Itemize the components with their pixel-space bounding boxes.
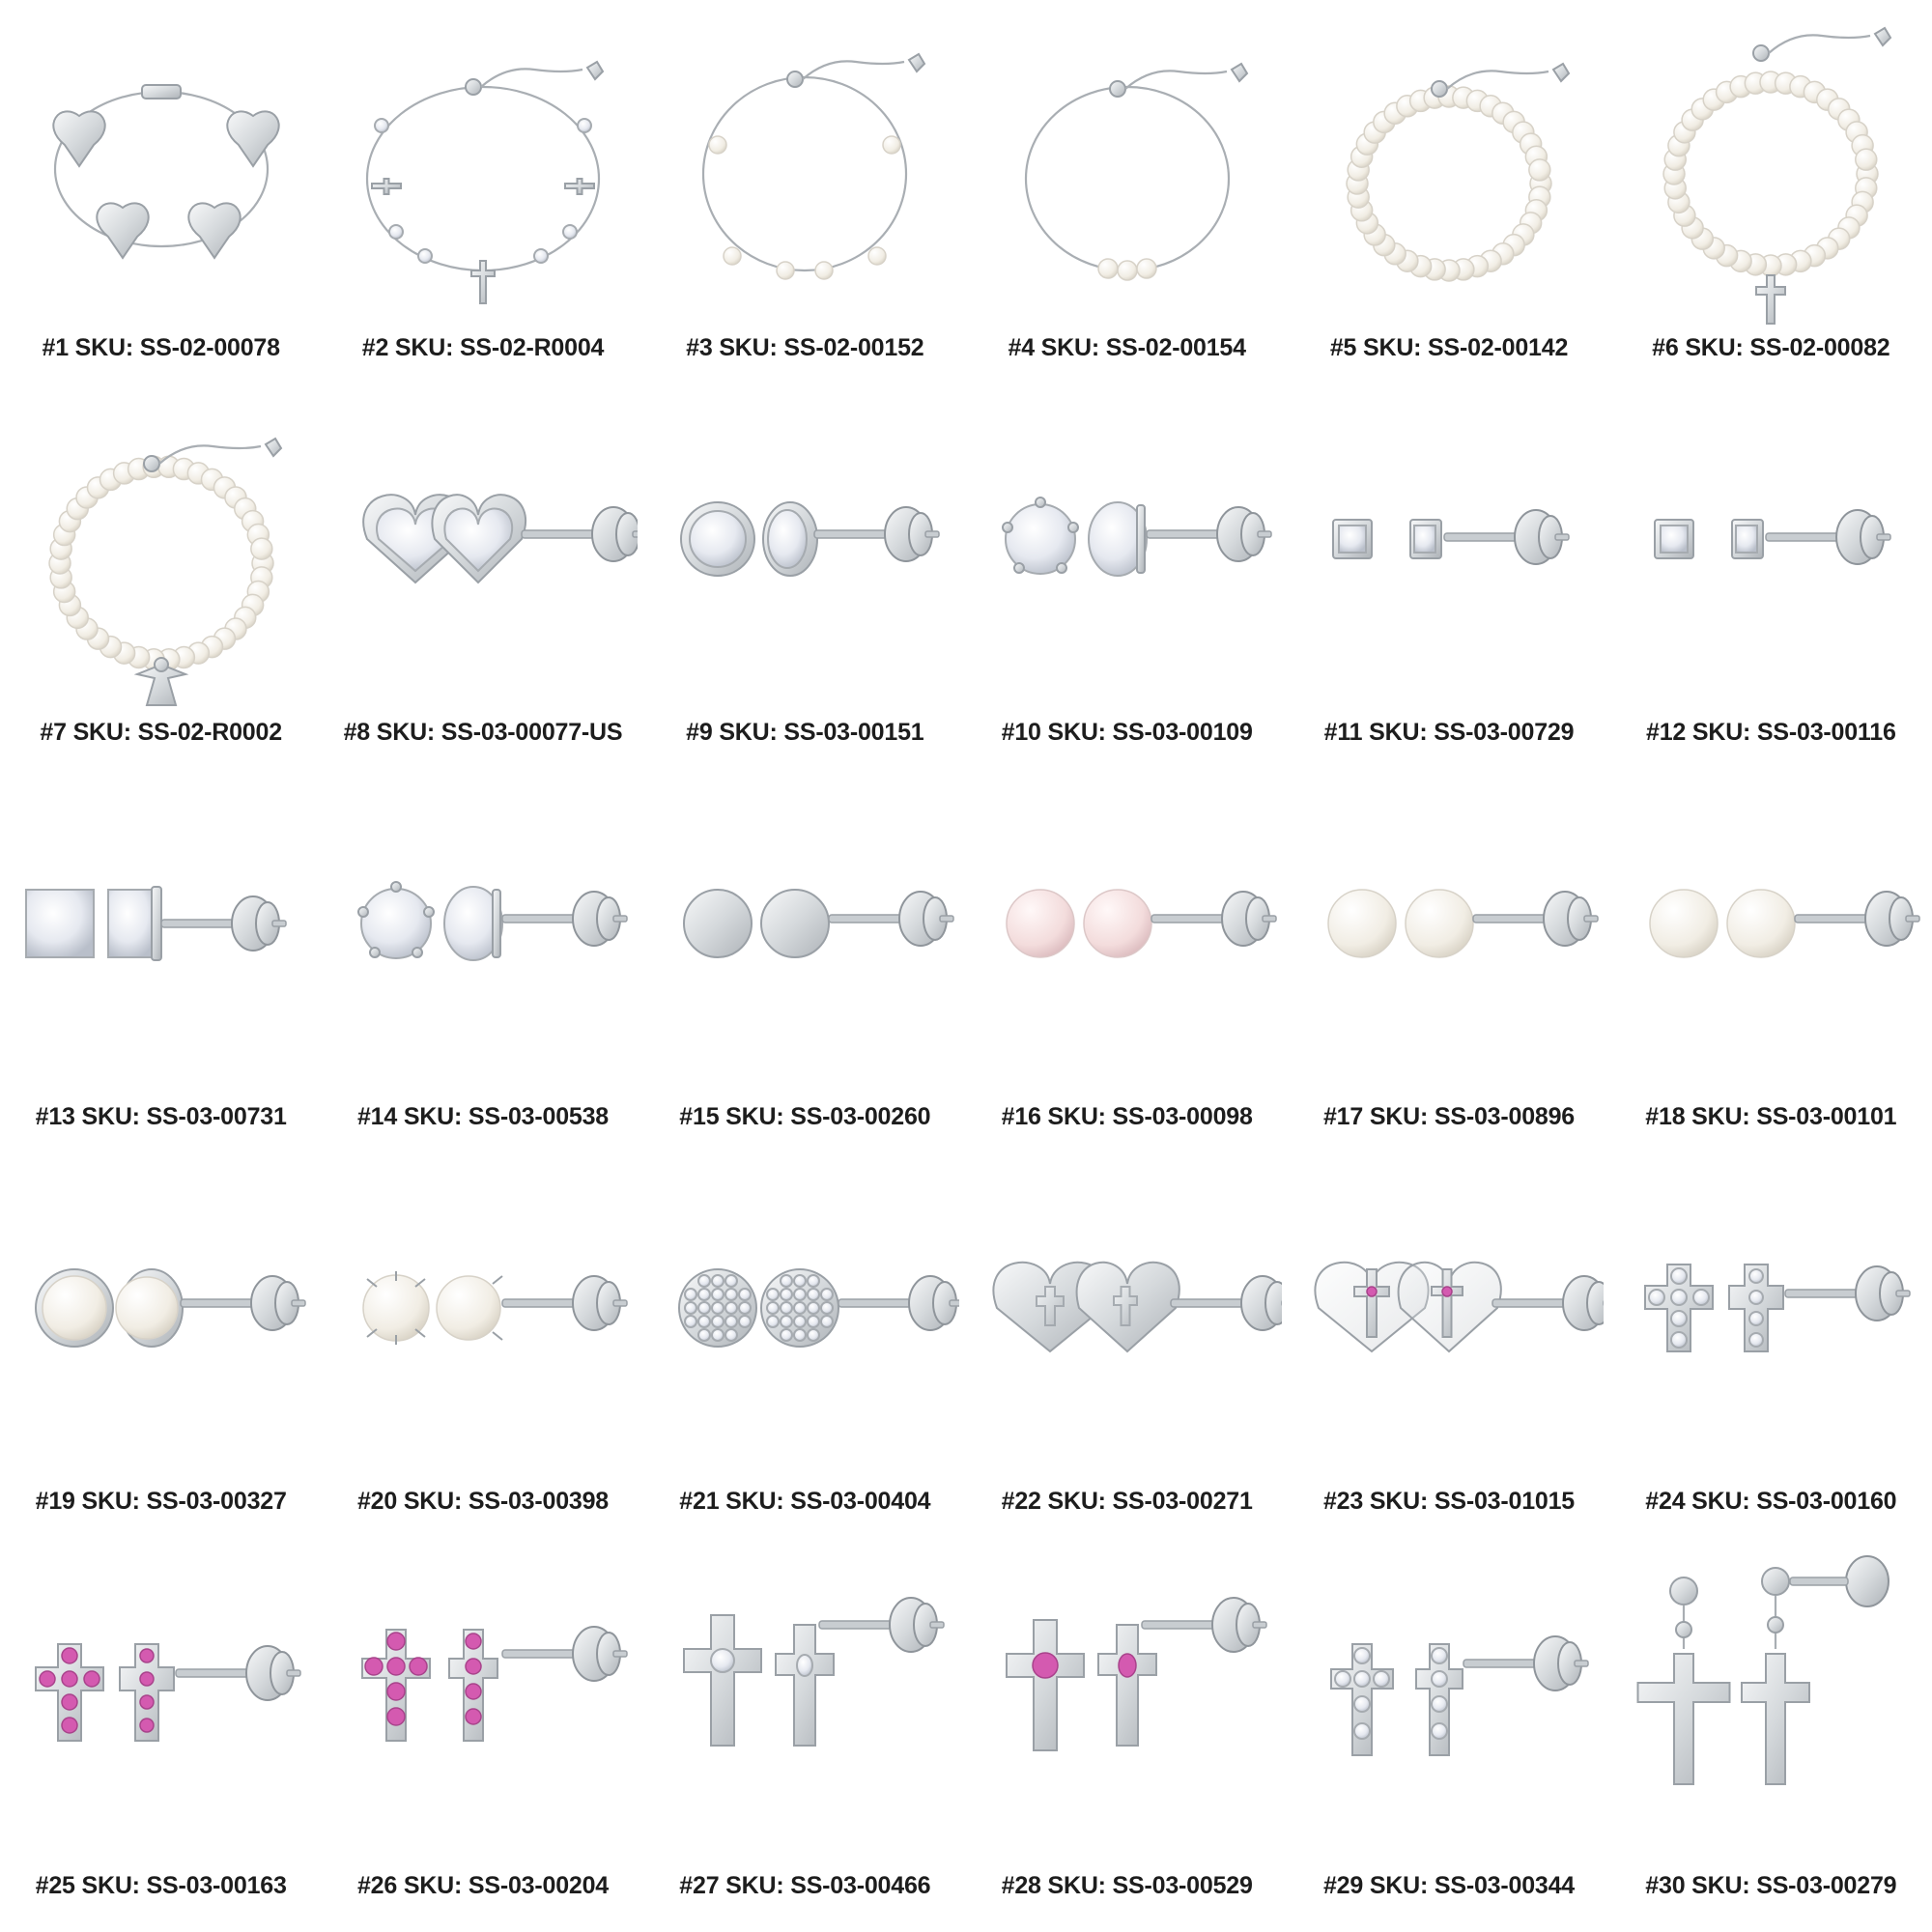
- product-sku: SKU: SS-03-00109: [1047, 719, 1253, 746]
- earring-image: [328, 779, 638, 1097]
- product-sku: SKU: SS-03-00116: [1691, 719, 1896, 746]
- product-card[interactable]: [1288, 779, 1609, 1163]
- product-number: #22: [1001, 1488, 1041, 1515]
- product-number: #20: [356, 1488, 398, 1515]
- product-label: [679, 1488, 930, 1516]
- product-sku: SKU: SS-03-00279: [1691, 1872, 1897, 1899]
- product-sku: SKU: SS-03-00271: [1047, 1488, 1253, 1515]
- product-label: [686, 719, 923, 747]
- earring-image: [973, 779, 1282, 1097]
- earring-image: [1294, 1163, 1604, 1482]
- product-number: #8: [343, 719, 370, 746]
- product-sku: SKU: SS-03-00151: [719, 719, 924, 746]
- product-label: [1330, 334, 1568, 362]
- product-label: [1323, 1488, 1575, 1516]
- product-label: [1323, 1103, 1575, 1131]
- product-label: [1652, 334, 1889, 362]
- product-label: [1646, 719, 1896, 747]
- earring-image: [1616, 1163, 1925, 1482]
- product-label: [686, 334, 923, 362]
- product-number: #23: [1322, 1488, 1364, 1515]
- product-number: #30: [1645, 1872, 1686, 1899]
- product-label: [1008, 334, 1245, 362]
- product-sku: SKU: SS-03-00101: [1691, 1103, 1897, 1130]
- product-card[interactable]: [644, 1548, 966, 1932]
- product-card[interactable]: [0, 1163, 322, 1548]
- earring-image: [650, 394, 959, 713]
- earring-image: [973, 394, 1282, 713]
- product-card[interactable]: [644, 1163, 966, 1548]
- product-card[interactable]: [0, 10, 322, 394]
- product-number: #17: [1322, 1103, 1364, 1130]
- product-label: [1645, 1103, 1896, 1131]
- earring-image: [650, 1163, 959, 1482]
- product-sku: SKU: SS-02-00152: [719, 334, 924, 361]
- product-sku: SKU: SS-03-00327: [81, 1488, 287, 1515]
- product-number: #2: [361, 334, 389, 361]
- bracelet-image: [7, 10, 316, 328]
- bracelet-image: [1616, 10, 1925, 328]
- product-number: #19: [35, 1488, 75, 1515]
- product-sku: SKU: SS-03-00466: [725, 1872, 931, 1899]
- product-card[interactable]: [0, 779, 322, 1163]
- product-card[interactable]: [644, 394, 966, 779]
- product-sku: SKU: SS-03-00204: [403, 1872, 610, 1899]
- product-number: #28: [1001, 1872, 1041, 1899]
- earring-image: [1294, 1548, 1604, 1866]
- earring-image: [7, 1548, 316, 1866]
- product-sku: SKU: SS-03-01015: [1369, 1488, 1576, 1515]
- product-number: #21: [679, 1488, 720, 1515]
- bracelet-image: [1294, 10, 1604, 328]
- product-label: [679, 1103, 930, 1131]
- product-sku: SKU: SS-03-00260: [725, 1103, 931, 1130]
- product-number: #14: [356, 1103, 398, 1130]
- product-card[interactable]: [1610, 779, 1932, 1163]
- product-sku: SKU: SS-02-R0002: [72, 719, 282, 746]
- earring-image: [973, 1548, 1282, 1866]
- product-sku: SKU: SS-02-00142: [1362, 334, 1569, 361]
- product-label: [357, 1103, 609, 1131]
- product-number: #26: [356, 1872, 398, 1899]
- product-label: [1323, 1872, 1575, 1900]
- product-label: [42, 334, 279, 362]
- bracelet-image: [973, 10, 1282, 328]
- product-card[interactable]: [0, 394, 322, 779]
- product-number: #18: [1645, 1103, 1686, 1130]
- product-number: #15: [679, 1103, 720, 1130]
- product-label: [1002, 1103, 1253, 1131]
- earring-image: [328, 1548, 638, 1866]
- product-card[interactable]: [1610, 1163, 1932, 1548]
- product-label: [1002, 719, 1253, 747]
- product-sku: SKU: SS-03-00344: [1369, 1872, 1576, 1899]
- product-label: [36, 1872, 287, 1900]
- product-sku: SKU: SS-03-00896: [1369, 1103, 1576, 1130]
- product-card[interactable]: [322, 394, 643, 779]
- product-card[interactable]: [1610, 10, 1932, 394]
- product-sku: SKU: SS-03-00098: [1047, 1103, 1253, 1130]
- product-label: [344, 719, 623, 747]
- product-number: #29: [1322, 1872, 1364, 1899]
- product-number: #25: [35, 1872, 75, 1899]
- product-label: [40, 719, 282, 747]
- product-number: #3: [686, 334, 713, 361]
- product-label: [357, 1872, 609, 1900]
- product-card[interactable]: [966, 1163, 1288, 1548]
- product-number: #4: [1008, 334, 1035, 361]
- product-number: #6: [1652, 334, 1679, 361]
- product-card[interactable]: [322, 779, 643, 1163]
- bracelet-image: [650, 10, 959, 328]
- product-number: #12: [1645, 719, 1687, 746]
- product-card[interactable]: [1288, 1548, 1609, 1932]
- product-sku: SKU: SS-03-00404: [725, 1488, 931, 1515]
- product-label: [36, 1103, 287, 1131]
- earring-image: [1294, 394, 1604, 713]
- product-sku: SKU: SS-03-00160: [1691, 1488, 1897, 1515]
- product-label: [357, 1488, 609, 1516]
- product-label: [1002, 1488, 1253, 1516]
- product-label: [362, 334, 605, 362]
- earring-image: [973, 1163, 1282, 1482]
- product-card[interactable]: [322, 1548, 643, 1932]
- product-card[interactable]: [644, 779, 966, 1163]
- earring-image: [7, 1163, 316, 1482]
- earring-image: [328, 394, 638, 713]
- earring-image: [1294, 779, 1604, 1097]
- product-sku: SKU: SS-02-00078: [74, 334, 280, 361]
- product-sku: SKU: SS-03-00729: [1369, 719, 1575, 746]
- product-card[interactable]: [1610, 394, 1932, 779]
- product-number: #24: [1645, 1488, 1686, 1515]
- earring-image: [650, 779, 959, 1097]
- product-card[interactable]: [322, 1163, 643, 1548]
- product-card[interactable]: [1288, 10, 1609, 394]
- product-number: #27: [679, 1872, 720, 1899]
- earring-image: [7, 779, 316, 1097]
- product-card[interactable]: [966, 10, 1288, 394]
- product-number: #5: [1329, 334, 1357, 361]
- product-card[interactable]: [322, 10, 643, 394]
- product-number: #13: [35, 1103, 75, 1130]
- product-label: [1002, 1872, 1253, 1900]
- earring-image: [328, 1163, 638, 1482]
- product-number: #10: [1001, 719, 1041, 746]
- product-card[interactable]: [644, 10, 966, 394]
- product-number: #16: [1001, 1103, 1041, 1130]
- product-number: #9: [686, 719, 713, 746]
- product-number: #1: [42, 334, 69, 361]
- bracelet-image: [7, 394, 316, 713]
- earring-image: [650, 1548, 959, 1866]
- product-sku: SKU: SS-03-00731: [81, 1103, 287, 1130]
- product-sku: SKU: SS-03-00163: [81, 1872, 287, 1899]
- product-sku: SKU: SS-03-00077-US: [376, 719, 623, 746]
- earring-image: [1616, 779, 1925, 1097]
- bracelet-image: [328, 10, 638, 328]
- product-card[interactable]: [1288, 394, 1609, 779]
- product-sku: SKU: SS-03-00538: [403, 1103, 610, 1130]
- product-sku: SKU: SS-02-00154: [1040, 334, 1246, 361]
- earring-image: [1616, 394, 1925, 713]
- product-label: [679, 1872, 930, 1900]
- product-card[interactable]: [966, 1548, 1288, 1932]
- product-card[interactable]: [966, 394, 1288, 779]
- product-label: [1324, 719, 1575, 747]
- product-sku: SKU: SS-02-00082: [1685, 334, 1890, 361]
- product-sku: SKU: SS-02-R0004: [394, 334, 605, 361]
- product-card[interactable]: [1288, 1163, 1609, 1548]
- product-number: #11: [1323, 719, 1363, 746]
- earring-image: [1616, 1548, 1925, 1866]
- product-card[interactable]: [0, 1548, 322, 1932]
- product-sku: SKU: SS-03-00398: [403, 1488, 610, 1515]
- product-card[interactable]: [1610, 1548, 1932, 1932]
- product-sku: SKU: SS-03-00529: [1047, 1872, 1253, 1899]
- product-card[interactable]: [966, 779, 1288, 1163]
- product-number: #7: [40, 719, 67, 746]
- product-label: [36, 1488, 287, 1516]
- product-label: [1645, 1488, 1896, 1516]
- product-label: [1645, 1872, 1896, 1900]
